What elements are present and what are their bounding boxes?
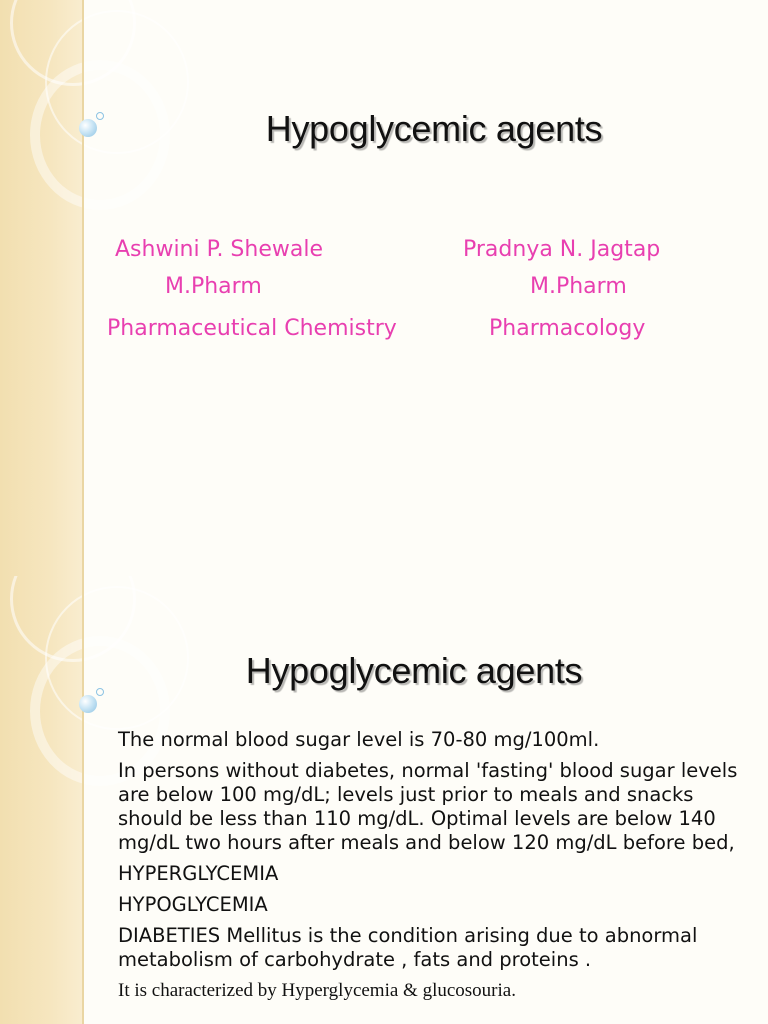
author-1-degree: M.Pharm: [165, 274, 262, 299]
slide-title: Hypoglycemic agents: [265, 108, 603, 149]
author-2-degree-block: [530, 274, 627, 299]
decorative-side-band: [0, 0, 84, 576]
bubble-icon: [79, 119, 97, 137]
body-paragraph: The normal blood sugar level is 70-80 mg/100ml.: [118, 728, 600, 751]
author-1-degree-block: [165, 274, 262, 299]
author-1-name: Ashwini P. Shewale: [115, 237, 324, 262]
slide-title: Hypoglycemic agents: [245, 650, 583, 691]
body-paragraph: It is characterized by Hyperglycemia & glucosouria.: [118, 980, 516, 1001]
bubble-icon: [79, 695, 97, 713]
decorative-side-band: [0, 576, 84, 1024]
author-2-degree: M.Pharm: [530, 274, 627, 299]
content-slide: [0, 576, 768, 1024]
body-paragraph: DIABETIES Mellitus is the condition arising due to abnormal metabolism of carbohydrate , fats and proteins .: [118, 924, 698, 971]
author-2-department-block: [489, 316, 645, 341]
author-1-department: Pharmaceutical Chemistry: [107, 316, 397, 341]
author-1: [115, 237, 323, 262]
body-paragraph: In persons without diabetes, normal 'fasting' blood sugar levels are below 100 mg/dL; levels just prior to meals and snacks should be less than 110 mg/dL. Optimal levels are below 140 mg/dL two hours after meals and below 120 mg/dL before bed,: [118, 759, 738, 854]
body-paragraph: HYPOGLYCEMIA: [118, 893, 268, 916]
author-2-department: Pharmacology: [489, 316, 646, 341]
author-2-name: Pradnya N. Jagtap: [463, 237, 661, 262]
author-2: [463, 237, 660, 262]
body-paragraph: HYPERGLYCEMIA: [118, 862, 279, 885]
author-1-department-block: [107, 316, 397, 341]
slide-body: [118, 728, 738, 1010]
